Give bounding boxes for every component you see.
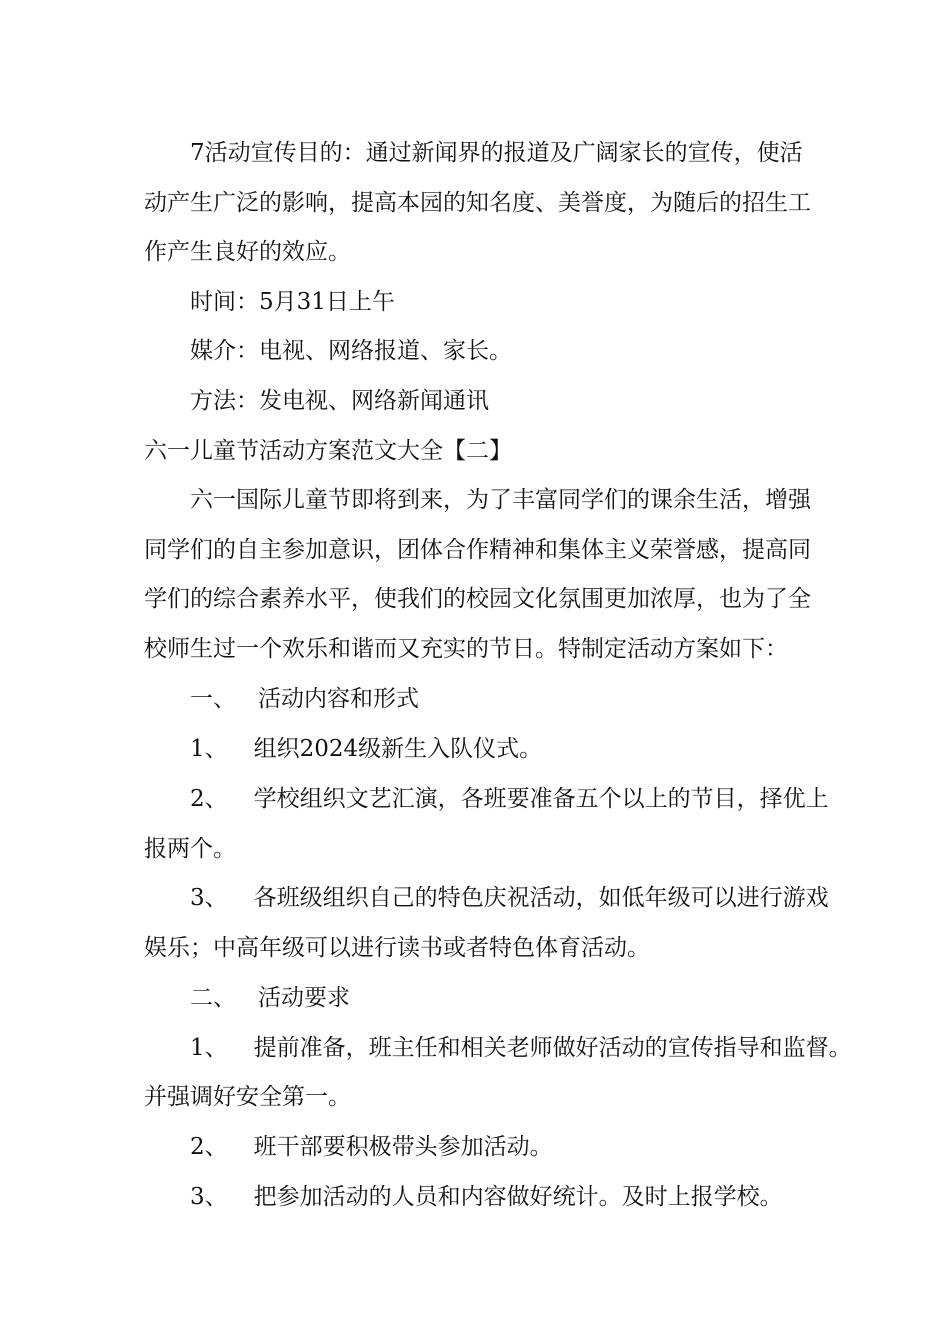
- paragraph-line: 同学们的自主参加意识，团体合作精神和集体主义荣誉感，提高同: [144, 537, 811, 563]
- paragraph-line: 学们的综合素养水平，使我们的校园文化氛围更加浓厚，也为了全: [144, 586, 811, 612]
- list-number: 3、: [190, 885, 228, 911]
- method-line: 方法：发电视、网络新闻通讯: [190, 388, 489, 414]
- paragraph-line: 动产生广泛的影响，提高本园的知名度、美誉度，为随后的招生工: [144, 190, 811, 216]
- list-item: [190, 883, 829, 913]
- paragraph-line: 娱乐；中高年级可以进行读书或者特色体育活动。: [144, 935, 650, 961]
- paragraph-line: 作产生良好的效应。: [144, 239, 351, 265]
- list-item: [190, 1033, 852, 1063]
- list-item-text: 提前准备，班主任和相关老师做好活动的宣传指导和监督。: [253, 1035, 852, 1061]
- list-number: 3、: [190, 1184, 228, 1210]
- list-item-text: 各班级组织自己的特色庆祝活动，如低年级可以进行游戏: [253, 885, 829, 911]
- list-item-text: 组织2024级新生入队仪式。: [253, 736, 543, 762]
- paragraph-line: 六一国际儿童节即将到来，为了丰富同学们的课余生活，增强: [190, 487, 811, 513]
- list-item-text: 把参加活动的人员和内容做好统计。及时上报学校。: [253, 1184, 783, 1210]
- list-number: 1、: [190, 736, 228, 762]
- list-number: 2、: [190, 786, 228, 812]
- media-line: 媒介：电视、网络报道、家长。: [190, 338, 512, 364]
- list-item: [190, 1132, 553, 1162]
- list-number: 二、: [190, 985, 236, 1011]
- list-heading-text: 活动要求: [258, 985, 350, 1011]
- list-item-text: 班干部要积极带头参加活动。: [253, 1134, 553, 1160]
- list-item-text: 学校组织文艺汇演，各班要准备五个以上的节目，择优上: [253, 786, 829, 812]
- list-item: [190, 784, 829, 814]
- list-heading: [190, 983, 350, 1013]
- list-heading-text: 活动内容和形式: [258, 686, 419, 712]
- list-item: [190, 734, 542, 764]
- list-item: [190, 1182, 783, 1212]
- paragraph-line: 并强调好安全第一。: [144, 1084, 351, 1110]
- paragraph-line: 校师生过一个欢乐和谐而又充实的节日。特制定活动方案如下：: [144, 636, 788, 662]
- paragraph-line: 7活动宣传目的：通过新闻界的报道及广阔家长的宣传，使活: [190, 140, 803, 166]
- list-number: 2、: [190, 1134, 228, 1160]
- list-number: 一、: [190, 686, 236, 712]
- list-number: 1、: [190, 1035, 228, 1061]
- time-line: 时间：5月31日上午: [190, 289, 395, 315]
- list-heading: [190, 684, 419, 714]
- section-heading: 六一儿童节活动方案范文大全【二】: [144, 438, 512, 464]
- paragraph-line: 报两个。: [144, 836, 236, 862]
